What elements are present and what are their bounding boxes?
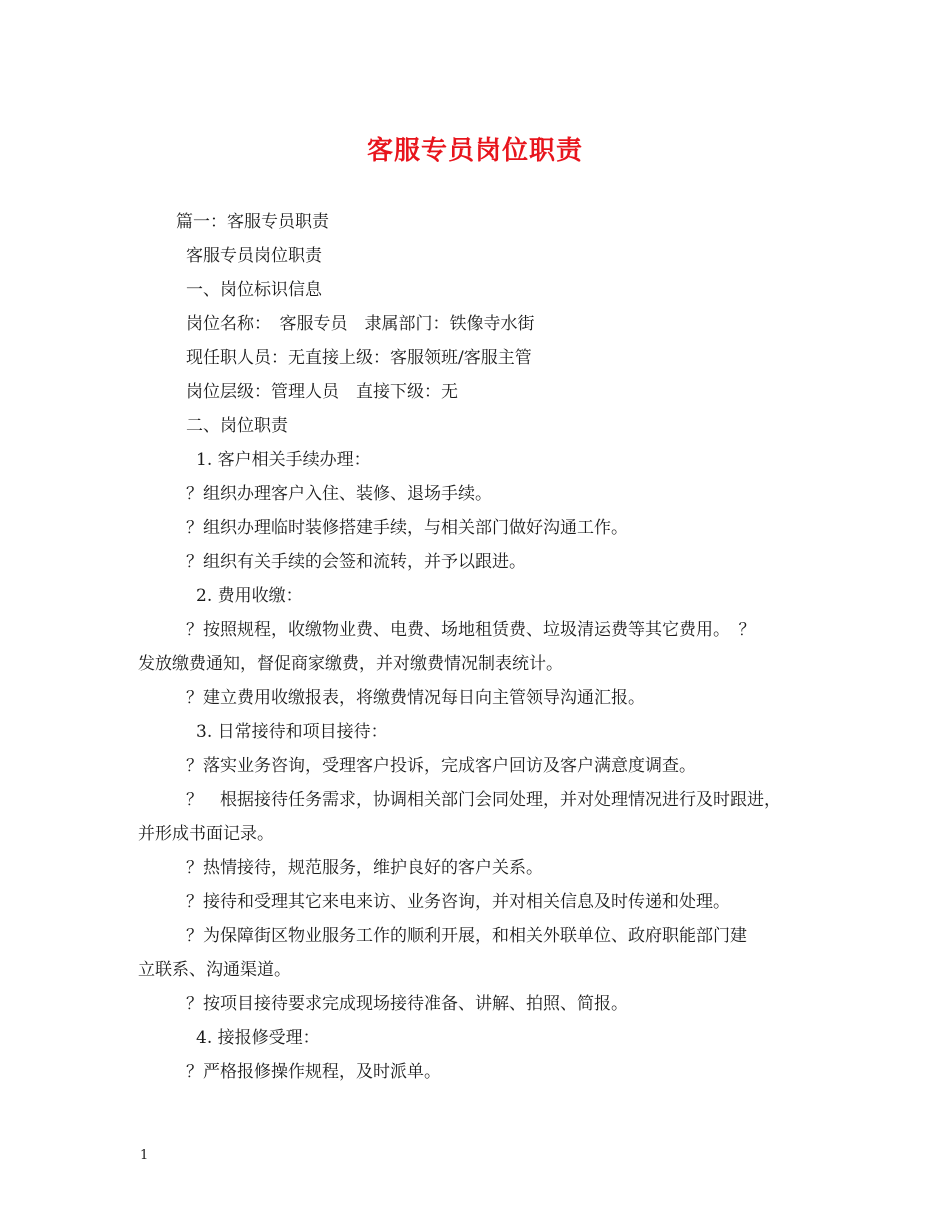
paragraph-line: 现任职人员：无直接上级：客服领班/客服主管 [186, 348, 532, 368]
paragraph-line: ？接待和受理其它来电来访、业务咨询，并对相关信息及时传递和处理。 [186, 892, 730, 912]
paragraph-line: ？按照规程，收缴物业费、电费、场地租赁费、垃圾清运费等其它费用。 ？ [186, 620, 756, 640]
paragraph-line: 一、岗位标识信息 [186, 280, 322, 300]
paragraph-line: 篇一：客服专员职责 [176, 212, 329, 232]
paragraph-line: 1. 客户相关手续办理： [196, 450, 371, 470]
paragraph-line: ？建立费用收缴报表，将缴费情况每日向主管领导沟通汇报。 [186, 688, 645, 708]
paragraph-line: 并形成书面记录。 [138, 824, 274, 844]
paragraph-line: ？按项目接待要求完成现场接待准备、讲解、拍照、简报。 [186, 994, 628, 1014]
paragraph-line: 立联系、沟通渠道。 [138, 960, 291, 980]
paragraph-line: 2. 费用收缴： [196, 586, 303, 606]
paragraph-line: 二、岗位职责 [186, 416, 288, 436]
paragraph-line: 岗位层级：管理人员 直接下级：无 [186, 382, 458, 402]
paragraph-line: 客服专员岗位职责 [186, 246, 322, 266]
document-title: 客服专员岗位职责 [366, 136, 583, 166]
paragraph-line: ？落实业务咨询，受理客户投诉，完成客户回访及客户满意度调查。 [186, 756, 696, 776]
paragraph-line: ？严格报修操作规程，及时派单。 [186, 1062, 441, 1082]
paragraph-line: ？ 根据接待任务需求，协调相关部门会同处理，并对处理情况进行及时跟进， [186, 790, 781, 810]
page-number: 1 [140, 1148, 149, 1163]
paragraph-line: ？组织办理临时装修搭建手续，与相关部门做好沟通工作。 [186, 518, 628, 538]
paragraph-line: 4. 接报修受理： [196, 1028, 320, 1048]
paragraph-line: ？组织办理客户入住、装修、退场手续。 [186, 484, 492, 504]
document-body [138, 205, 838, 1089]
paragraph-line: 发放缴费通知，督促商家缴费，并对缴费情况制表统计。 [138, 654, 563, 674]
paragraph-line: 3. 日常接待和项目接待： [196, 722, 388, 742]
paragraph-line: 岗位名称： 客服专员 隶属部门：铁像寺水街 [186, 314, 535, 334]
paragraph-line: ？热情接待，规范服务，维护良好的客户关系。 [186, 858, 543, 878]
paragraph-line: ？为保障街区物业服务工作的顺利开展，和相关外联单位、政府职能部门建 [186, 926, 747, 946]
paragraph-line: ？组织有关手续的会签和流转，并予以跟进。 [186, 552, 526, 572]
